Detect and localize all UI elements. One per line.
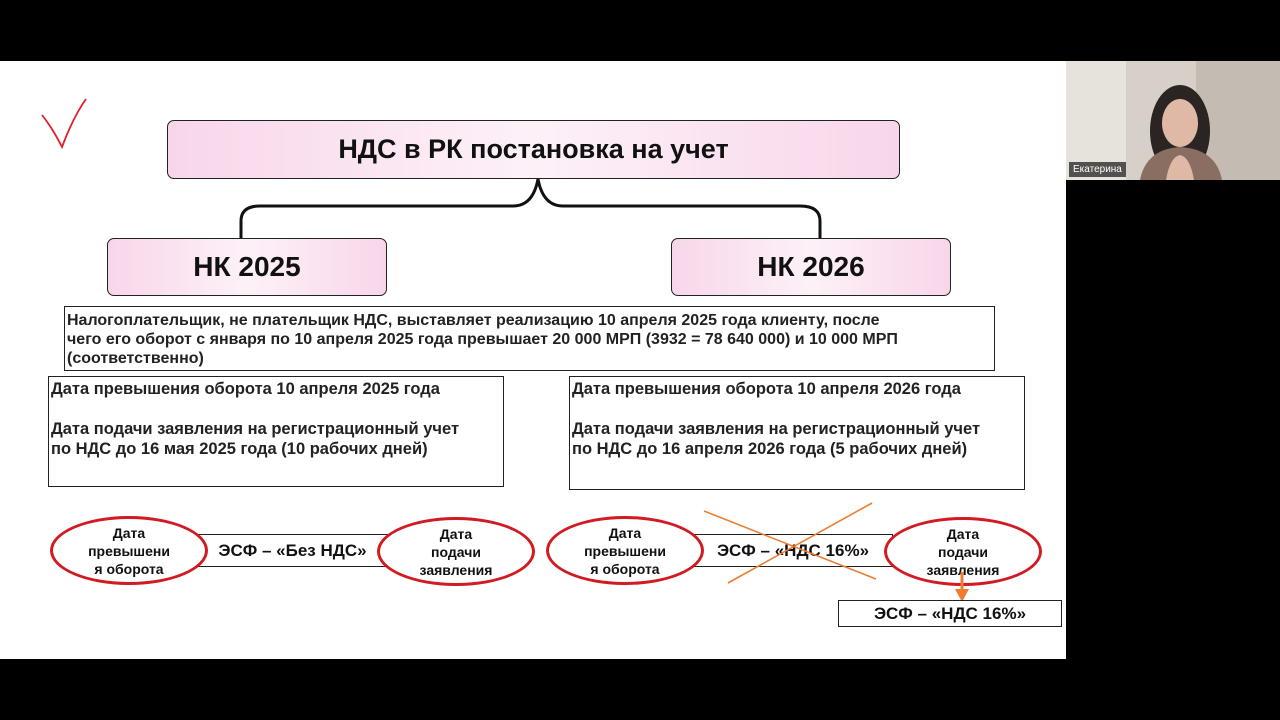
right-detail-line: по НДС до 16 апреля 2026 года (5 рабочих дней) [572,440,968,458]
left-detail-line: по НДС до 16 мая 2025 года (10 рабочих дней) [51,440,428,458]
ellipse-text: я оборота [94,560,164,577]
presentation-slide [0,61,1066,659]
ellipse-text: Дата [608,524,642,541]
ellipse-text: подачи [938,543,988,560]
left-detail-line: Дата подачи заявления на регистрационный учет [51,420,460,438]
nk-2026-label: НК 2026 [757,251,865,282]
ellipse-text: Дата [946,525,980,542]
description-line: чего его оборот с января по 10 апреля 2025 года превышает 20 000 МРП (3932 = 78 640 000) и 10 000 МРП [67,331,898,348]
result-esf-box [838,600,1062,627]
description-line: (соответственно) [67,350,204,367]
slide-title: НДС в РК постановка на учет [338,134,729,164]
ellipse-text: подачи [431,543,481,560]
cross-line [704,511,876,579]
crossout-overlay [0,61,1066,659]
right-detail-line: Дата превышения оборота 10 апреля 2026 года [572,380,961,398]
result-esf-label: ЭСФ – «НДС 16%» [873,603,1027,623]
ellipse-text: превышени [88,542,170,559]
left-detail-line: Дата превышения оборота 10 апреля 2025 года [51,380,440,398]
right-esf-label: ЭСФ – «НДС 16%» [716,540,870,560]
ellipse-text: Дата [439,525,473,542]
ellipse-text: Дата [112,524,146,541]
nk-2025-label: НК 2025 [193,251,301,282]
ellipse-text: превышени [584,542,666,559]
participant-name: Екатерина [1069,162,1126,177]
description-line: Налогоплательщик, не плательщик НДС, выставляет реализацию 10 апреля 2025 года клиенту, после [67,312,880,329]
right-detail-line: Дата подачи заявления на регистрационный учет [572,420,981,438]
left-esf-label: ЭСФ – «Без НДС» [218,540,367,560]
ellipse-text: заявления [926,561,1000,578]
ellipse-text: заявления [419,561,493,578]
ellipse-text: я оборота [590,560,660,577]
cross-line [728,503,872,583]
